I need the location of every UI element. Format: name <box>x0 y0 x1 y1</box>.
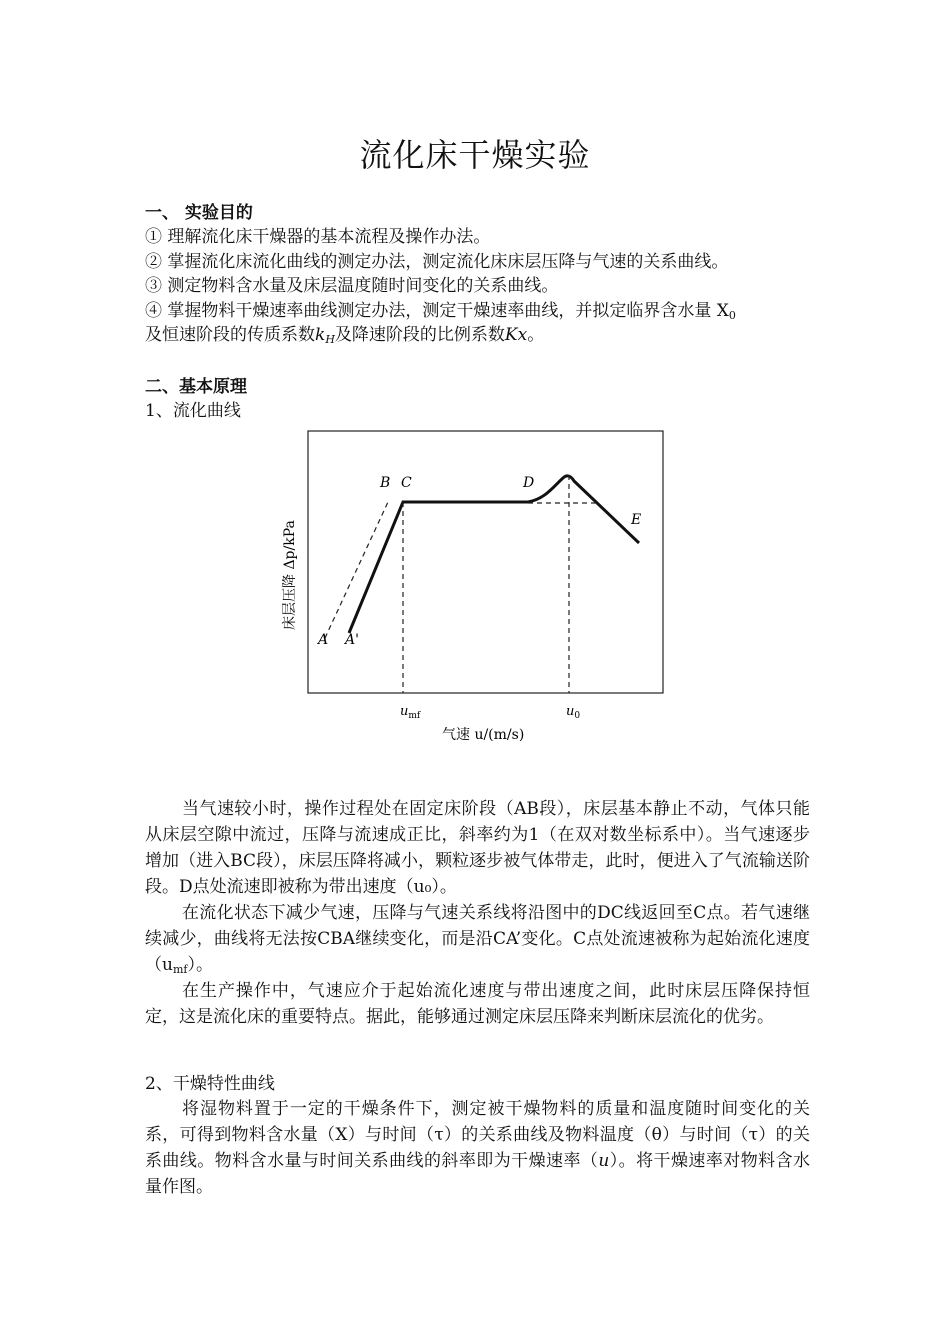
paragraph-3: 在生产操作中，气速应介于起始流化速度与带出速度之间，此时床层压降保持恒定，这是流化床的重要特点。据此，能够通过测定床层压降来判断床层流化的优劣。 <box>145 981 810 1027</box>
objective-4-sub: 0 <box>728 309 736 322</box>
paragraph-4-end: ）。将干燥速率对物料含水量作图。 <box>145 1151 811 1197</box>
section1-heading: 一、 实验目的 <box>145 203 253 223</box>
label-c: C <box>401 475 412 491</box>
label-a-prime: A' <box>345 632 359 648</box>
paragraph-4-text: 将湿物料置于一定的干燥条件下，测定被干燥物料的质量和温度随时间变化的关系，可得到物料含水量（X）与时间（τ）的关系曲线及物料温度（θ）与时间（τ）的关系曲线。物料含水量与时间关系曲线的斜率即为干燥速率（ <box>145 1099 810 1171</box>
kh-sub: H <box>325 333 335 346</box>
paragraph-4 <box>145 1096 810 1200</box>
objective-2: ② 掌握流化床流化曲线的测定办法，测定流化床床层压降与气速的关系曲线。 <box>145 252 729 272</box>
paragraph-1: 当气速较小时，操作过程处在固定床阶段（AB段），床层基本静止不动，气体只能从床层空隙中流过，压降与流速成正比，斜率约为1（在双对数坐标系中）。当气速逐步增加（进入BC段），床层压降将减小，颗粒逐步被气体带走，此时，便进入了气流输送阶段。D点处流速即被称为带出速度（u₀）。 <box>145 799 810 897</box>
drying-rate-symbol: u <box>598 1151 610 1171</box>
label-e: E <box>631 512 642 528</box>
fluidization-solid-curve <box>349 476 642 633</box>
kh-symbol: k <box>315 325 326 345</box>
plot-frame <box>308 431 663 693</box>
objective-4-line2-a: 及恒速阶段的传质系数 <box>145 325 315 345</box>
kx-symbol: Kx <box>504 325 528 345</box>
paragraph-2-text: 在流化状态下减少气速，压降与气速关系线将沿图中的DC线返回至C点。若气速继续减少，曲线将无法按CBA继续变化，而是沿CA’变化。C点处流速被称为起始流化速度（u <box>145 903 810 975</box>
label-d: D <box>523 475 535 491</box>
objective-4-end: 。 <box>527 325 545 345</box>
tick-u0: $u_0$ <box>566 704 581 721</box>
tick-umf: $u_{mf}$ <box>400 704 421 721</box>
subsection-1: 1、流化曲线 <box>145 401 241 421</box>
page-title: 流化床干燥实验 <box>359 136 591 174</box>
section2-heading: 二、基本原理 <box>145 377 247 397</box>
x-axis-label: 气速 u/(m/s) <box>442 727 525 743</box>
paragraph-2-end: ）。 <box>187 955 213 975</box>
objective-1: ① 理解流化床干燥器的基本流程及操作办法。 <box>145 227 491 247</box>
fluidization-curve-chart <box>270 425 670 755</box>
objective-3: ③ 测定物料含水量及床层温度随时间变化的关系曲线。 <box>145 276 559 296</box>
objective-4-line2 <box>145 323 544 352</box>
subsection-2: 2、干燥特性曲线 <box>145 1074 275 1094</box>
label-a: A <box>318 632 329 648</box>
y-axis-label: 床层压降 Δp/kPa <box>282 520 298 630</box>
umf-sub: mf <box>172 963 188 976</box>
label-b: B <box>380 475 391 491</box>
paragraph-2 <box>145 900 810 983</box>
objective-4-text: ④ 掌握物料干燥速率曲线测定办法，测定干燥速率曲线，并拟定临界含水量 X <box>145 301 729 321</box>
objective-4-line2-b: 及降速阶段的比例系数 <box>334 325 505 345</box>
